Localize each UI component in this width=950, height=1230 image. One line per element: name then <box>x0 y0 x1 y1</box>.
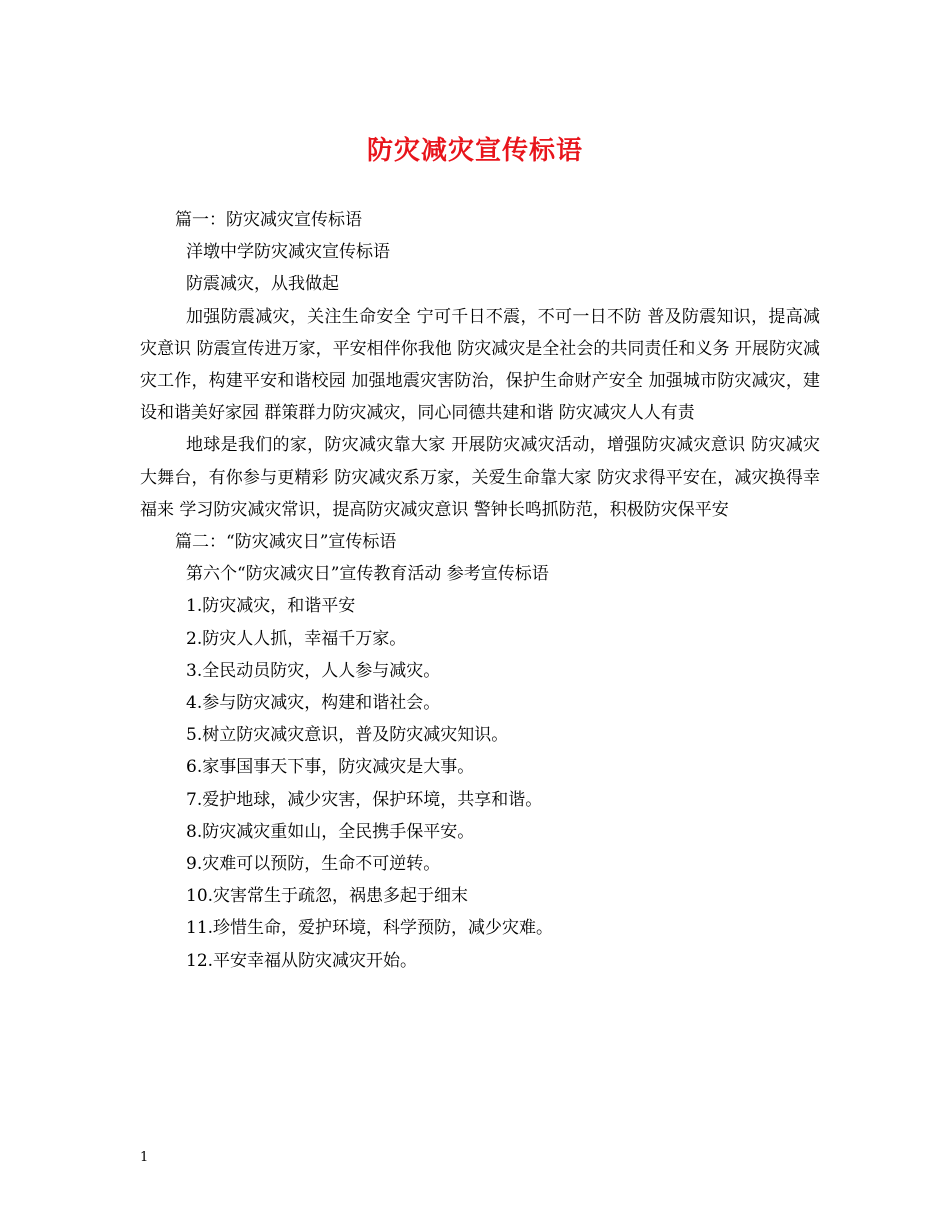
slogan-item: 9.灾难可以预防，生命不可逆转。 <box>186 854 441 875</box>
document-body <box>140 204 820 977</box>
slogan-item: 5.树立防灾减灾意识，普及防灾减灾知识。 <box>186 725 509 746</box>
slogan-item: 2.防灾人人抓，幸福千万家。 <box>186 628 407 649</box>
slogan-item: 1.防灾减灾，和谐平安 <box>186 596 356 617</box>
slogan-item: 4.参与防灾减灾，构建和谐社会。 <box>186 693 441 714</box>
text-line: 防震减灾，从我做起 <box>186 274 339 295</box>
paragraph: 地球是我们的家，防灾减灾靠大家 开展防灾减灾活动，增强防灾减灾意识 防灾减灾大舞台，有你参与更精彩 防灾减灾系万家，关爱生命靠大家 防灾求得平安在，减灾换得幸福来 学习防灾减灾常识，提高防灾减灾意识 警钟长鸣抓防范，积极防灾保平安 <box>140 435 820 520</box>
section-heading: 篇二：“防灾减灾日”宣传标语 <box>175 532 397 553</box>
slogan-item: 7.爱护地球，减少灾害，保护环境，共享和谐。 <box>186 789 543 810</box>
text-line: 洋墩中学防灾减灾宣传标语 <box>186 242 390 263</box>
slogan-item: 8.防灾减灾重如山，全民携手保平安。 <box>186 821 475 842</box>
page-number: 1 <box>140 1150 149 1165</box>
slogan-item: 6.家事国事天下事，防灾减灾是大事。 <box>186 757 475 778</box>
slogan-item: 10.灾害常生于疏忽，祸患多起于细末 <box>186 886 469 907</box>
section-heading: 篇一：防灾减灾宣传标语 <box>175 210 362 230</box>
text-line: 第六个“防灾减灾日”宣传教育活动 参考宣传标语 <box>186 564 549 585</box>
slogan-item: 3.全民动员防灾，人人参与减灾。 <box>186 660 441 681</box>
slogan-item: 11.珍惜生命，爱护环境，科学预防，减少灾难。 <box>186 918 554 939</box>
paragraph: 加强防震减灾，关注生命安全 宁可千日不震，不可一日不防 普及防震知识，提高减灾意识 防震宣传进万家，平安相伴你我他 防灾减灾是全社会的共同责任和义务 开展防灾减灾工作，构建平安和谐校园 加强地震灾害防治，保护生命财产安全 加强城市防灾减灾，建设和谐美好家园 群策群力防灾减灾，同心同德共建和谐 防灾减灾人人有责 <box>140 306 820 424</box>
document-title: 防灾减灾宣传标语 <box>366 136 583 166</box>
slogan-item: 12.平安幸福从防灾减灾开始。 <box>186 950 418 971</box>
